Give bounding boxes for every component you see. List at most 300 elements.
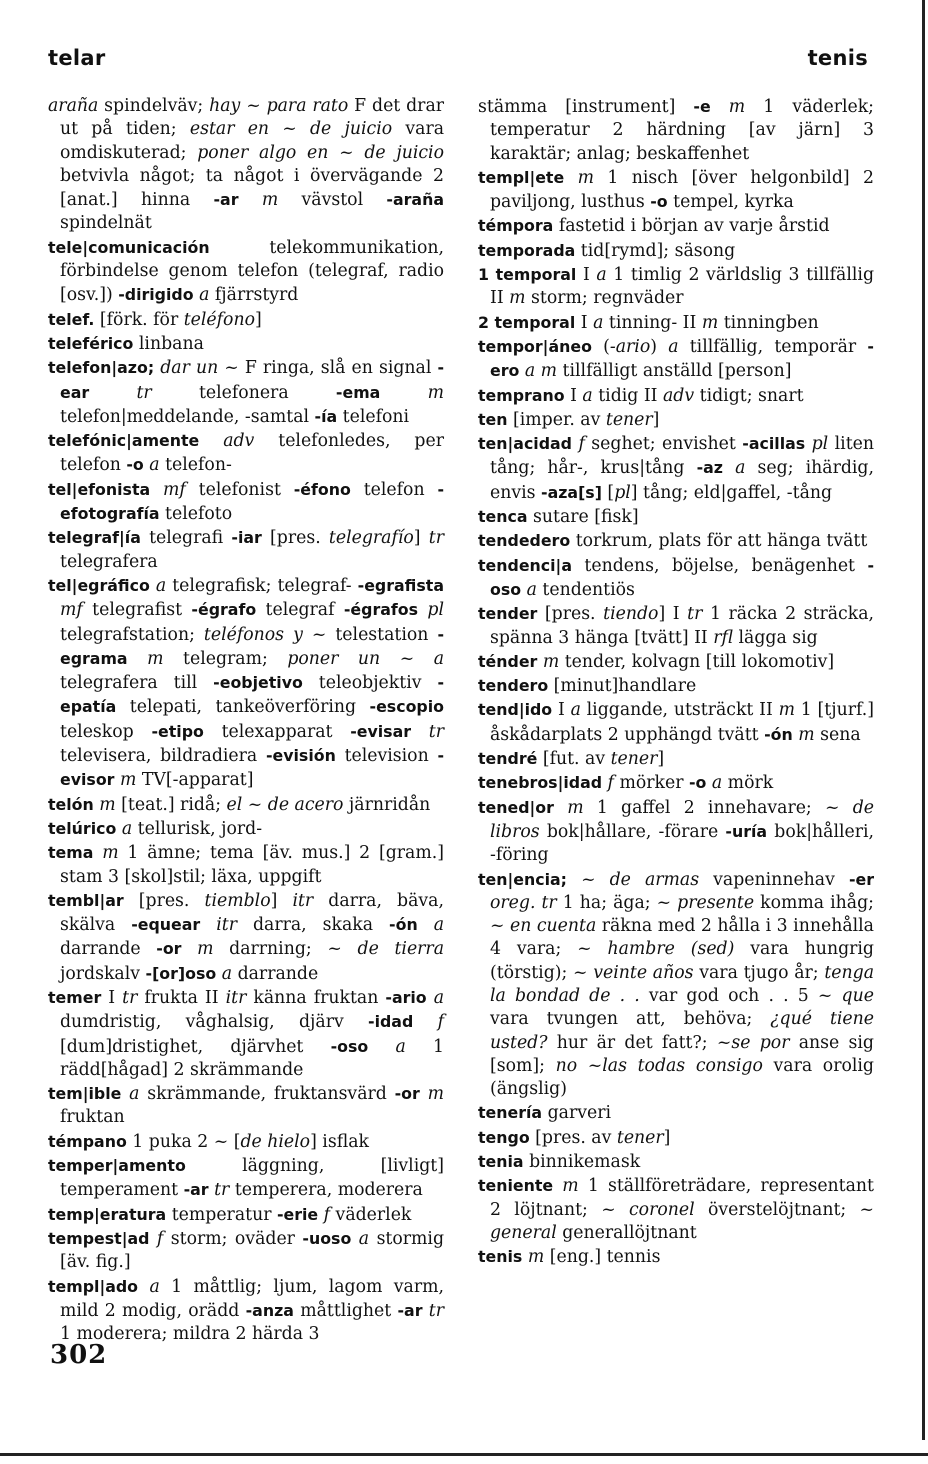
dictionary-entry (478, 796, 874, 868)
entry-text: vara orolig (ängslig) (490, 1055, 874, 1100)
entry-text (181, 939, 197, 959)
entry-italic: estar en ~ de juicio (189, 119, 393, 140)
entry-text: [pres. (261, 528, 329, 549)
dictionary-entry (478, 432, 874, 505)
entry-italic: a (221, 963, 233, 984)
subentry: -uría (725, 821, 768, 841)
entry-italic: a (433, 987, 445, 1008)
headword: ténder (478, 651, 538, 671)
entry-italic: itr (292, 890, 314, 911)
headword: templ|ado (48, 1276, 139, 1296)
entry-italic: ~ presente (656, 892, 755, 913)
entry-italic: a (668, 336, 679, 357)
entry-italic: a (570, 700, 581, 721)
entry-italic: itr (225, 987, 247, 1008)
headword: tender (478, 604, 538, 624)
entry-text: 1 [tjurf.] åskådarplats 2 upphängd tvätt (490, 700, 874, 745)
entry-text: television (335, 746, 438, 767)
subentry: -egrafista (357, 575, 444, 595)
dictionary-entry (48, 574, 444, 793)
dictionary-entry (478, 554, 874, 603)
entry-text: mörk (722, 773, 774, 794)
headword: tempor|áneo (478, 336, 592, 356)
entry-italic: mf (60, 600, 83, 621)
headword: teleférico (48, 333, 134, 353)
entry-italic: a (593, 312, 604, 333)
entry-text: spindelnät (60, 213, 152, 234)
entry-text: vara tjugo år; (693, 962, 825, 983)
entry-text: bok|hålleri, -föring (490, 821, 875, 866)
headword: tened|or (478, 797, 554, 817)
subentry: -evisión (265, 746, 336, 766)
entry-text: telefonist (185, 479, 294, 500)
entry-text: spindelväv; (98, 96, 210, 116)
entry-text: darrande (232, 963, 319, 984)
entry-text: tinning- II (603, 312, 702, 333)
headword: 1 temporal (478, 265, 577, 285)
running-head-right: tenis (807, 46, 868, 70)
entry-text: tillfällig, temporär (678, 336, 868, 357)
entry-text: darrande (60, 939, 157, 960)
entry-text: ) (650, 336, 669, 357)
headword: tenca (478, 507, 528, 527)
dictionary-entry (48, 429, 444, 478)
entry-italic: tr (122, 987, 138, 1008)
headword: tenia (478, 1152, 524, 1172)
entry-italic: a (358, 1228, 370, 1249)
dictionary-entry (478, 239, 874, 263)
entry-text: temperera, moderera (229, 1180, 423, 1201)
entry-text: [imper. av (507, 409, 606, 430)
entry-italic: tr (136, 382, 152, 403)
dictionary-entry (48, 332, 444, 356)
headword: tembl|ar (48, 890, 124, 910)
entry-text: torkrum, plats för att hänga tvätt (570, 531, 868, 552)
dictionary-entry (478, 1245, 874, 1269)
subentry: -o (650, 192, 668, 212)
entry-text: temperatur (166, 1204, 277, 1225)
entry-text: vapeninnehav (699, 869, 849, 890)
subentry: -or (394, 1084, 420, 1104)
entry-text: [pres. av (529, 1127, 617, 1148)
subentry: -equear (131, 915, 201, 935)
entry-italic: a (149, 1276, 160, 1297)
entry-italic: itr (216, 915, 237, 936)
entry-text: seghet; envishet (584, 434, 743, 455)
dictionary-entry (478, 384, 874, 408)
entry-text: garveri (542, 1103, 611, 1124)
entry-italic: f (156, 1228, 164, 1249)
entry-text: linbana (133, 333, 204, 354)
entry-text: hur är det fatt?; (547, 1032, 717, 1053)
entry-text: liten tång; hår-, krus|tång (490, 434, 875, 479)
entry-text: ] (413, 528, 429, 549)
entry-italic: ~ general (490, 1199, 875, 1243)
entry-italic: tener (605, 409, 653, 430)
dictionary-entry (48, 986, 444, 1082)
entry-italic: m (562, 1176, 579, 1197)
entry-text: [pres. (537, 604, 604, 625)
entry-text: tid[rymd]; säsong (575, 240, 736, 261)
dictionary-entry (48, 478, 444, 527)
entry-text (414, 649, 434, 669)
subentry: -araña (386, 190, 444, 210)
headword: telefon|azo; (48, 358, 155, 378)
headword: ten|encia; (478, 869, 567, 889)
headword: tenería (478, 1103, 543, 1123)
entry-italic: tiemblo (204, 890, 271, 911)
entry-text (554, 798, 567, 818)
entry-italic: a (129, 1084, 140, 1105)
entry-text (200, 915, 216, 935)
entry-text: måttlighet (293, 1300, 398, 1321)
subentry: -ar (397, 1300, 423, 1320)
entry-italic: rfl (713, 627, 734, 648)
entry-text: telexapparat (203, 721, 351, 742)
dictionary-entry (478, 1174, 874, 1245)
entry-text (121, 1084, 129, 1104)
entry-italic: hay (209, 96, 241, 116)
headword: temp|eratura (48, 1204, 167, 1224)
entry-text (351, 1229, 358, 1249)
entry-italic: oreg. tr (490, 892, 557, 913)
entry-italic: m (147, 648, 164, 669)
entry-text: 1 ställföreträdare, representant 2 löjtnant; (490, 1176, 874, 1220)
entry-text (723, 458, 735, 478)
dictionary-entry (478, 263, 874, 311)
headword: telegraf|ía (48, 528, 141, 548)
dictionary-entry (478, 747, 874, 771)
entry-text: stormig [äv. fig.] (60, 1228, 445, 1273)
entry-text: stämma [instrument] (478, 97, 694, 117)
entry-italic: a (433, 915, 445, 936)
subentry: -iar (231, 528, 262, 548)
entry-text: frukta II (137, 987, 226, 1008)
entry-italic: m (701, 312, 719, 333)
entry-text: ] (657, 749, 665, 770)
entry-text: [teat.] ridå; (115, 794, 227, 815)
dictionary-entry (478, 529, 874, 553)
dictionary-entry (48, 1275, 444, 1347)
dictionary-entry (48, 841, 444, 889)
headword: tendero (478, 676, 549, 696)
subentry: -ema (335, 382, 381, 402)
entry-italic: a (711, 773, 723, 794)
entry-text (411, 722, 429, 742)
left-column (48, 95, 444, 1346)
entry-text: telekommunikation, förbindelse genom telefon (telegraf, radio [osv.]) (60, 237, 444, 306)
subentry: -éfono (293, 479, 351, 499)
entry-text: känna fruktan (246, 987, 386, 1008)
entry-text: 1 måttlig; ljum, lagom varm, mild 2 modig, orädd (60, 1276, 444, 1321)
entry-text: 1 nisch [över helgonbild] 2 paviljong, lusthus (490, 167, 874, 213)
headword: tenis (478, 1247, 523, 1267)
entry-text: tender, kolvagn [till lokomotiv] (559, 651, 835, 672)
subentry: -escopio (369, 697, 444, 717)
entry-italic: poner un ~ (287, 648, 415, 669)
dictionary-entry (478, 771, 874, 795)
dictionary-entry (478, 214, 874, 238)
entry-text: telefon|meddelande, -samtal (60, 406, 315, 427)
entry-text: ] (254, 309, 262, 330)
entry-italic: ~ hambre (sed) (577, 939, 735, 960)
entry-text (418, 600, 427, 620)
entry-italic: m (577, 167, 594, 188)
entry-italic: m (728, 97, 746, 117)
entry-italic: a (526, 579, 537, 600)
entry-text: [fut. av (537, 749, 611, 770)
entry-italic: ~ que (817, 985, 874, 1006)
entry-text: tempel, kyrka (667, 192, 794, 213)
entry-text: I (552, 700, 571, 721)
subentry: -ón (389, 915, 418, 935)
entry-text: binnikemask (523, 1152, 641, 1173)
headword: tendedero (478, 531, 571, 551)
entry-text: ] (270, 890, 293, 911)
entry-italic: pl (614, 482, 631, 503)
entry-italic: a (199, 285, 210, 306)
entry-italic: m (102, 843, 119, 864)
entry-text: 1 moderera; mildra 2 härda 3 (60, 1324, 320, 1345)
dictionary-entry (478, 674, 874, 698)
entry-italic: m (509, 288, 526, 309)
headword: telef. (48, 309, 95, 329)
dictionary-entry (48, 889, 444, 986)
subentry: -e (693, 97, 711, 116)
headword: tele|comunicación (48, 237, 210, 257)
entry-italic: m (261, 190, 279, 211)
dictionary-entry (478, 311, 874, 335)
headword: tendré (478, 749, 538, 769)
entry-text: I (576, 265, 597, 286)
entry-italic: a (149, 455, 160, 476)
entry-text: 1 väderlek; temperatur 2 härdning [av järn] 3 karaktär; anlag; beskaffenhet (490, 97, 874, 164)
entry-text: läggning, [livligt] temperament (60, 1156, 444, 1201)
entry-italic: f (437, 1012, 444, 1033)
entry-text: telefonera (151, 382, 336, 403)
entry-text (420, 1084, 428, 1104)
headword: templ|ete (478, 167, 565, 187)
entry-text: telegrafstation; (60, 624, 204, 645)
dictionary-entry (48, 1130, 444, 1154)
entry-italic: poner algo en ~ de juicio (197, 142, 444, 163)
subentry: -égrafos (343, 600, 419, 620)
entry-text: telegrafist (82, 600, 192, 621)
headword: tend|ido (478, 700, 553, 720)
entry-text: vara omdiskuterad; (60, 119, 445, 163)
entry-text (239, 190, 262, 210)
entry-italic: m (527, 1247, 545, 1268)
entry-text: jordskalv (60, 963, 146, 984)
entry-text: dumdristig, våghalsig, djärv (60, 1012, 369, 1033)
entry-text: tidig II (592, 385, 663, 406)
dictionary-entry (478, 602, 874, 650)
dictionary-entry (48, 1227, 444, 1275)
headword: 2 temporal (478, 312, 576, 332)
headword: tel|efonista (48, 479, 151, 499)
dictionary-entry (478, 868, 874, 1102)
subentry: -ero (490, 336, 874, 381)
dictionary-entry (478, 95, 874, 166)
entry-text: telepati, tankeöverföring (116, 697, 370, 718)
dictionary-entry (48, 817, 444, 841)
entry-italic: tenga la bondad de . . (490, 962, 875, 1006)
entry-italic: m (197, 939, 214, 960)
entry-text: [ (601, 482, 615, 503)
entry-italic: ~ en cuenta (490, 916, 597, 937)
subentry: -ía (314, 406, 338, 426)
entry-text: I (101, 987, 123, 1008)
entry-text: väderlek (330, 1204, 412, 1225)
subentry: -evisor (60, 746, 444, 790)
entry-text: I (564, 385, 583, 406)
entry-text (553, 1176, 562, 1196)
entry-text: [minut]handlare (548, 676, 697, 697)
entry-text: telegraf (256, 600, 344, 621)
subentry: -evisar (350, 721, 412, 741)
entry-text: 1 puka 2 ~ [ (126, 1131, 241, 1152)
subentry: -ear (60, 358, 444, 402)
entry-text: tendens, böjelse, benägenhet (572, 555, 868, 576)
entry-text: telefon- (159, 455, 232, 476)
entry-italic: a (155, 575, 167, 596)
entry-italic: f (607, 773, 614, 794)
subentry: -or (156, 939, 182, 959)
entry-italic: ~se por (716, 1032, 790, 1053)
entry-italic: ~ coronel (601, 1199, 695, 1220)
entry-text (711, 97, 729, 117)
entry-text: televisera, bildradiera (60, 746, 266, 767)
entry-italic: a (395, 1036, 406, 1057)
entry-text: fruktan (60, 1107, 125, 1128)
entry-text (413, 1012, 437, 1032)
entry-italic: el ~ de acero (226, 794, 344, 815)
subentry: -dirigido (118, 285, 194, 305)
entry-italic: a (596, 265, 607, 286)
subentry: -acillas (742, 434, 806, 454)
entry-text: tendentiös (536, 579, 635, 600)
entry-text: F ringa, slå en signal (238, 358, 438, 379)
entry-text: skrämmande, fruktansvärd (139, 1084, 395, 1105)
entry-italic: pl (811, 434, 829, 455)
entry-text: tillfälligt anställd [person] (557, 361, 792, 382)
entry-text: ] (652, 409, 660, 430)
dictionary-entry (48, 1203, 444, 1227)
entry-italic: tener (616, 1127, 664, 1148)
subentry: -anza (245, 1300, 294, 1320)
entry-text: räkna med 2 hålla i 3 innehålla 4 vara; (490, 916, 874, 960)
entry-italic: ¿qué tiene usted? (490, 1009, 875, 1053)
entry-text (380, 383, 427, 403)
entry-text: [pres. (123, 890, 205, 911)
dictionary-entry (478, 698, 874, 747)
entry-italic: m (567, 797, 584, 818)
entry-italic: teléfonos y ~ (203, 624, 327, 645)
entry-text: vara tvungen att, behöva; (490, 1009, 771, 1030)
entry-text (418, 915, 434, 935)
entry-text (427, 988, 434, 1008)
headword: tendenci|a (478, 555, 572, 575)
entry-text: liggande, utsträckt II (580, 700, 779, 721)
headword: telón (48, 794, 94, 814)
entry-italic: de hielo (240, 1131, 311, 1152)
entry-italic: araña (48, 96, 99, 116)
entry-text: telefoto (159, 504, 233, 525)
subentry: -efotografía (60, 479, 444, 524)
entry-italic: adv (223, 431, 255, 452)
entry-text: darrning; (213, 939, 328, 960)
entry-text: darra, skaka (236, 915, 390, 936)
entry-text (93, 843, 102, 863)
subentry: -ar (213, 190, 239, 210)
dictionary-entry (48, 308, 444, 332)
entry-text: tinningben (718, 312, 819, 333)
entry-text (89, 383, 136, 403)
entry-text: telegrafi (140, 528, 232, 549)
headword: telúrico (48, 818, 117, 838)
entry-italic: ~ de tierra (327, 939, 444, 960)
entry-text (138, 1277, 149, 1297)
entry-italic: f (578, 434, 585, 455)
entry-italic: -ario (609, 336, 651, 357)
headword: ten|acidad (478, 434, 572, 454)
entry-text: ] I (658, 604, 688, 625)
entry-text: vävstol (278, 190, 387, 211)
entry-text: teleobjektiv (302, 673, 438, 694)
entry-italic: a (121, 818, 133, 839)
entry-text: tellurisk, jord- (132, 818, 263, 839)
entry-italic: m (778, 700, 795, 721)
entry-text: fastetid i början av varje årstid (553, 216, 830, 237)
entry-text: teleskop (60, 721, 152, 742)
entry-text: 1 timlig 2 världslig 3 tillfällig II (490, 265, 875, 309)
headword: témpora (478, 216, 554, 236)
subentry: -o (126, 455, 144, 475)
entry-text (150, 480, 163, 500)
entry-text: telegrafera (60, 551, 158, 572)
subentry: -etipo (151, 721, 204, 741)
entry-italic: m (99, 794, 116, 815)
entry-italic: pl (427, 600, 444, 621)
entry-text: F det drar ut på tiden; (60, 96, 445, 140)
entry-text: TV[-apparat] (136, 770, 254, 791)
dictionary-entry (48, 1154, 444, 1203)
entry-text (368, 1037, 395, 1057)
entry-italic: adv (663, 385, 695, 406)
entry-text: mörker (613, 773, 689, 794)
entry-text: 1 gaffel 2 innehavare; (583, 797, 825, 818)
entry-text: vara hungrig (törstig); (490, 939, 874, 983)
entry-text: tidigt; snart (694, 385, 804, 406)
entry-italic: ~ de libros (490, 797, 875, 842)
entry-italic: m (542, 651, 560, 672)
entry-text: järnridån (343, 794, 431, 815)
entry-text: lägga sig (733, 627, 818, 648)
entry-italic: tr (428, 721, 444, 742)
entry-text: [förk. för (94, 309, 184, 330)
entry-text: storm; oväder (163, 1228, 303, 1249)
dictionary-entry (478, 166, 874, 215)
entry-italic: a m (524, 361, 558, 382)
subentry: -ario (385, 987, 427, 1007)
subentry: -az (696, 458, 724, 478)
subentry: -[or]oso (145, 963, 217, 983)
dictionary-entry (478, 505, 874, 529)
entry-italic: m (427, 382, 444, 403)
running-head-left: telar (48, 46, 106, 70)
scan-edge-bottom (0, 1453, 928, 1456)
headword: tel|egráfico (48, 575, 150, 595)
